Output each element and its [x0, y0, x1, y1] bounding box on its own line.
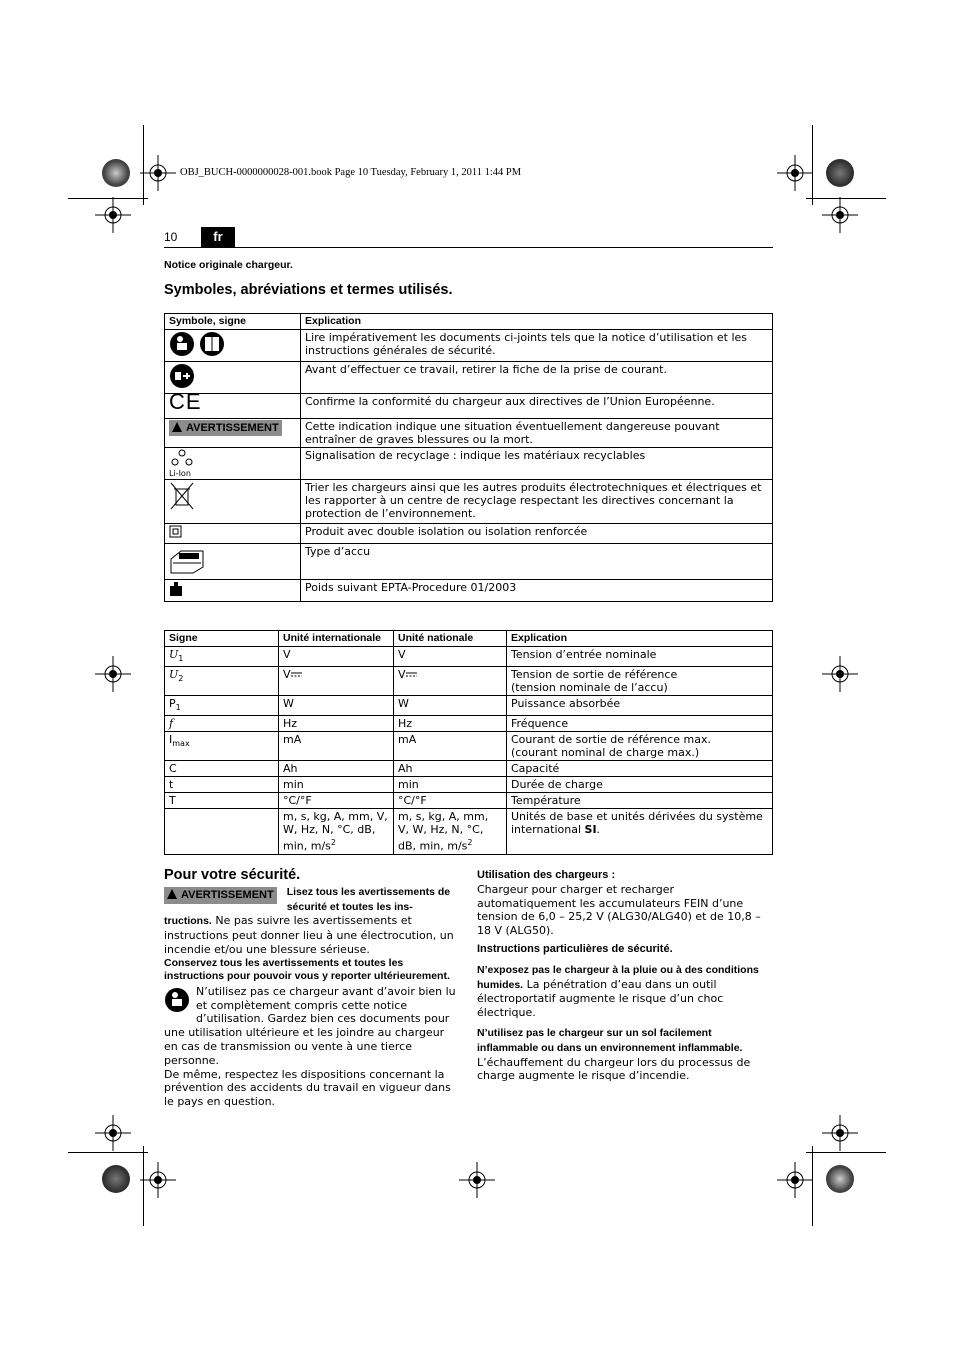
explanation: Tension de sortie de référence — [511, 668, 678, 682]
column-header: Symbole, signe — [165, 314, 301, 330]
table-cell: Hz — [279, 716, 394, 732]
floor-warning — [477, 1026, 773, 1083]
sign: U — [169, 648, 179, 661]
table-cell — [279, 667, 394, 696]
table-row — [165, 362, 773, 394]
crop-mark — [68, 1152, 148, 1153]
sign: f — [169, 717, 174, 731]
document-subtitle: Notice originale chargeur. — [164, 259, 293, 271]
registration-mark-icon — [822, 656, 858, 692]
registration-mark-icon — [140, 1162, 176, 1198]
table-row — [165, 761, 773, 777]
sign-cell — [165, 667, 279, 696]
table-cell: Type d’accu — [301, 544, 773, 580]
table-cell: Ah — [279, 761, 394, 777]
safety-lead-bold-end: tructions. — [164, 915, 212, 928]
table-row — [165, 544, 773, 580]
table-header-row — [165, 314, 773, 330]
safety-section — [164, 869, 460, 1109]
warning-label: AVERTISSEMENT — [186, 422, 279, 434]
sign-cell: t — [165, 777, 279, 793]
table-cell: Trier les chargeurs ainsi que les autres produits électrotechniques et électriques et les rapporter à un centre de recyclage respectant les directives concernant la protection de l’environnement. — [301, 480, 773, 524]
sign: I — [169, 733, 173, 747]
battery-pack-icon — [169, 545, 207, 575]
table-cell: Fréquence — [507, 716, 773, 732]
table-cell: °C/°F — [279, 793, 394, 809]
unit-superscript: 2 — [330, 838, 336, 848]
li-ion-label: Li-Ion — [169, 469, 191, 478]
table-cell: mA — [394, 732, 507, 761]
registration-mark-icon — [822, 1115, 858, 1151]
table-cell: V — [394, 647, 507, 667]
dc-symbol-icon — [291, 672, 302, 678]
weight-icon — [169, 581, 183, 597]
language-tab: fr — [201, 227, 235, 247]
registration-mark-icon — [777, 1162, 813, 1198]
registration-mark-icon — [140, 155, 176, 191]
double-insulation-icon — [169, 525, 183, 539]
sign-subscript: max — [172, 739, 190, 749]
table-row — [165, 448, 773, 480]
table-cell: min — [394, 777, 507, 793]
section-title-symbols: Symboles, abréviations et termes utilisés. — [164, 282, 453, 298]
sign-cell: T — [165, 793, 279, 809]
table-cell: Hz — [394, 716, 507, 732]
usage-title: Utilisation des chargeurs : — [477, 869, 616, 881]
table-cell: Puissance absorbée — [507, 696, 773, 716]
page-number: 10 — [164, 230, 178, 244]
prevention-text: De même, respectez les dispositions concernant la prévention des accidents du travail en vigueur dans le pays en question. — [164, 1067, 451, 1109]
manual-text: N’utilisez pas ce chargeur avant d’avoir bien lu et complètement compris cette notice d’utilisation. Gardez bien ces documents pour une utilisation ultérieure et les joindre au chargeur en cas de transmission ou vente à une tierce personne. — [164, 984, 456, 1067]
unit-value: V — [283, 668, 291, 682]
table-cell: min — [279, 777, 394, 793]
warning-triangle-icon — [167, 889, 177, 899]
print-info-line: OBJ_BUCH-0000000028-001.book Page 10 Tuesday, February 1, 2011 1:44 PM — [180, 167, 522, 178]
table-cell: Cette indication indique une situation éventuellement dangereuse pouvant entraîner de graves blessures ou la mort. — [301, 419, 773, 448]
safety-lead-text: Ne pas suivre les avertissements et instructions peut donner lieu à une électrocution, un incendie et/ou une blessure sérieuse. — [164, 914, 454, 956]
table-cell: Produit avec double isolation ou isolation renforcée — [301, 524, 773, 544]
floor-warning-bold: N’utilisez pas le chargeur sur un sol facilement inflammable ou dans un environnement inflammable. — [477, 1026, 743, 1054]
explanation-detail: (tension nominale de l’accu) — [511, 681, 668, 695]
table-cell: V — [279, 647, 394, 667]
table-row — [165, 394, 773, 419]
unit-list: m, s, kg, A, mm, V, W, Hz, N, °C, dB, min, m/s — [283, 810, 388, 854]
sign-subscript: 1 — [175, 703, 181, 713]
sign-cell: C — [165, 761, 279, 777]
table-cell: Tension d’entrée nominale — [507, 647, 773, 667]
rain-warning-bold: N’exposez pas le chargeur à la pluie ou à des conditions humides. — [477, 963, 759, 991]
table-cell — [507, 809, 773, 855]
registration-mark-icon — [95, 197, 131, 233]
table-row — [165, 580, 773, 602]
table-cell: W — [279, 696, 394, 716]
section-title-safety: Pour votre sécurité. — [164, 867, 301, 883]
table-row — [165, 793, 773, 809]
symbols-table — [164, 313, 773, 602]
table-row — [165, 330, 773, 362]
recycle-icon — [169, 449, 195, 467]
table-row — [165, 809, 773, 855]
table-row — [165, 777, 773, 793]
warning-badge — [169, 420, 282, 436]
table-cell: Avant d’effectuer ce travail, retirer la fiche de la prise de courant. — [301, 362, 773, 394]
warning-label: AVERTISSEMENT — [181, 888, 274, 901]
table-cell — [507, 667, 773, 696]
warning-badge — [164, 887, 277, 904]
unplug-icon — [169, 363, 197, 389]
table-cell: Capacité — [507, 761, 773, 777]
registration-mark-icon — [777, 155, 813, 191]
sign-cell — [165, 732, 279, 761]
sign-cell — [165, 716, 279, 732]
rain-warning-text: La pénétration d’eau dans un outil électroportatif augmente le risque d’un choc électrique. — [477, 977, 724, 1020]
table-cell: Signalisation de recyclage : indique les matériaux recyclables — [301, 448, 773, 480]
table-cell: Durée de charge — [507, 777, 773, 793]
manual-paragraph — [164, 985, 460, 1068]
crop-mark — [806, 1152, 886, 1153]
table-cell: Poids suivant EPTA-Procedure 01/2003 — [301, 580, 773, 602]
warning-triangle-icon — [172, 422, 182, 432]
table-row — [165, 419, 773, 448]
registration-mark-icon — [822, 197, 858, 233]
sign-cell — [165, 809, 279, 855]
table-cell: mA — [279, 732, 394, 761]
table-cell: Lire impérativement les documents ci-joints tels que la notice d’utilisation et les instructions générales de sécurité. — [301, 330, 773, 362]
sign: U — [169, 668, 179, 682]
safety-lead — [164, 885, 460, 957]
color-rosette-icon — [102, 1165, 130, 1193]
registration-mark-icon — [95, 1115, 131, 1151]
table-row — [165, 667, 773, 696]
ce-mark-icon: CE — [169, 389, 202, 414]
rain-warning — [477, 963, 773, 1020]
table-row — [165, 647, 773, 667]
table-cell — [279, 809, 394, 855]
color-rosette-icon — [826, 159, 854, 187]
usage-section — [477, 869, 773, 1083]
read-manual-icon — [164, 987, 190, 1013]
table-cell: °C/°F — [394, 793, 507, 809]
column-header: Explication — [301, 314, 773, 330]
color-rosette-icon — [826, 1165, 854, 1193]
sign-subscript: 1 — [178, 654, 184, 664]
unit-superscript: 2 — [467, 838, 473, 848]
registration-mark-icon — [459, 1162, 495, 1198]
unit-value: V — [398, 668, 406, 682]
table-row — [165, 524, 773, 544]
special-instructions-title: Instructions particulières de sécurité. — [477, 942, 673, 955]
registration-mark-icon — [95, 656, 131, 692]
keep-instructions: Conservez tous les avertissements et toutes les instructions pour pouvoir vous y reporter ultérieurement. — [164, 956, 450, 982]
table-row — [165, 732, 773, 761]
column-header: Explication — [507, 631, 773, 647]
units-table — [164, 630, 773, 855]
explanation-detail: (courant nominal de charge max.) — [511, 746, 700, 760]
table-cell — [394, 809, 507, 855]
column-header: Unité internationale — [279, 631, 394, 647]
color-rosette-icon — [102, 159, 130, 187]
sign-cell — [165, 647, 279, 667]
explanation-end: . — [596, 823, 601, 837]
sign: P — [169, 697, 176, 711]
header-rule — [164, 247, 773, 248]
table-row — [165, 480, 773, 524]
table-row — [165, 716, 773, 732]
unit-list: m, s, kg, A, mm, V, W, Hz, N, °C, dB, min, m/s — [398, 810, 489, 854]
floor-warning-text: L’échauffement du chargeur lors du processus de charge augmente le risque d’incendie. — [477, 1055, 751, 1083]
sign-subscript: 2 — [178, 674, 184, 684]
explanation: Courant de sortie de référence max. — [511, 733, 712, 747]
table-cell — [507, 732, 773, 761]
table-header-row — [165, 631, 773, 647]
dc-symbol-icon — [406, 672, 417, 678]
table-cell — [394, 667, 507, 696]
table-cell: Confirme la conformité du chargeur aux directives de l’Union Européenne. — [301, 394, 773, 419]
table-cell: W — [394, 696, 507, 716]
read-manual-icon — [169, 331, 225, 357]
sign-cell — [165, 696, 279, 716]
crossed-bin-icon — [169, 481, 195, 511]
explanation: Unités de base et unités dérivées du système international — [511, 810, 763, 837]
si-label: SI — [584, 823, 597, 837]
table-cell: Température — [507, 793, 773, 809]
safety-lead-bold: Lisez tous les avertissements de sécurité et toutes les ins- — [286, 885, 451, 913]
table-row — [165, 696, 773, 716]
usage-text: Chargeur pour charger et recharger automatiquement les accumulateurs FEIN d’une tension de 6,0 – 25,2 V (ALG30/ALG40) et de 10,8 – 18 V (ALG50). — [477, 882, 761, 938]
column-header: Unité nationale — [394, 631, 507, 647]
table-cell: Ah — [394, 761, 507, 777]
column-header: Signe — [165, 631, 279, 647]
